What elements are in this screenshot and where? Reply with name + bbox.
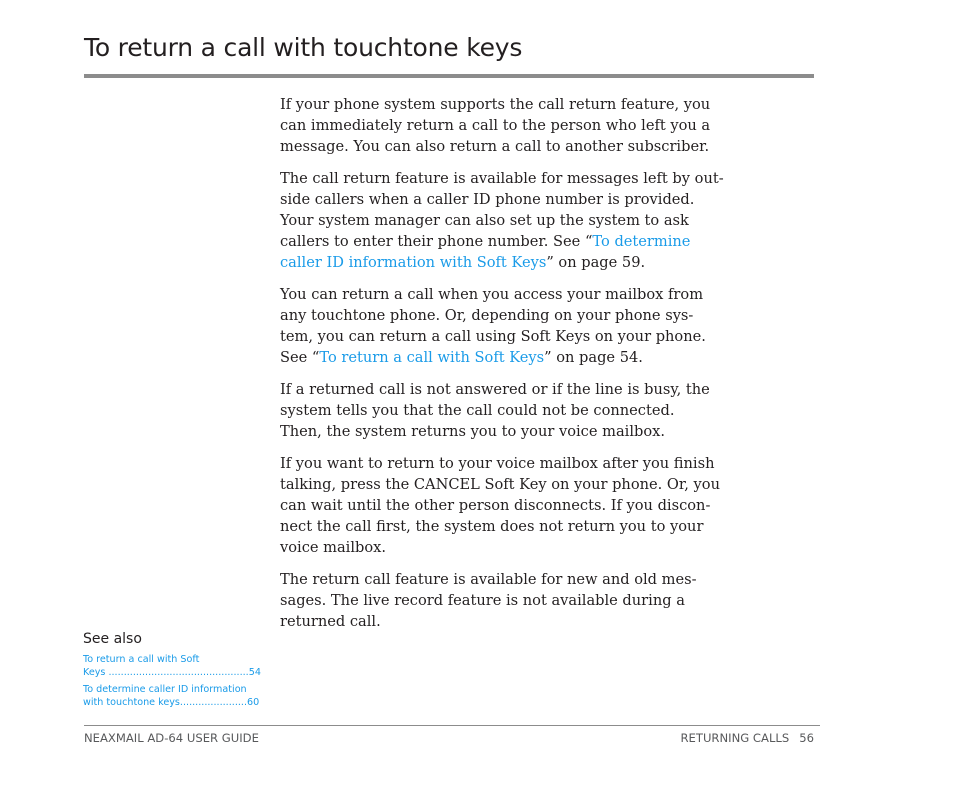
see-also-link-caller-id[interactable] bbox=[83, 683, 283, 709]
text-line: Your system manager can also set up the system to ask bbox=[280, 212, 689, 229]
see-also-link-text: To determine caller ID information bbox=[83, 684, 247, 695]
title-rule bbox=[84, 74, 814, 78]
text-line: ” on page 59. bbox=[546, 254, 646, 271]
text-line: system tells you that the call could not be connected. bbox=[280, 402, 675, 419]
text-line: callers to enter their phone number. See “ bbox=[280, 233, 593, 250]
text-line: If your phone system supports the call return feature, you bbox=[280, 96, 711, 113]
page-number: 56 bbox=[799, 731, 814, 745]
see-also-link-text: To return a call with Soft bbox=[83, 654, 200, 665]
text-line: returned call. bbox=[280, 613, 381, 630]
caller-id-link[interactable]: To determine bbox=[592, 233, 691, 250]
text-line: can wait until the other person disconnects. If you discon- bbox=[280, 497, 711, 514]
text-line: nect the call first, the system does not return you to your bbox=[280, 518, 704, 535]
see-also-link-text: with touchtone keys......................60 bbox=[83, 697, 260, 708]
paragraph-6 bbox=[280, 569, 740, 632]
text-line: sages. The live record feature is not available during a bbox=[280, 592, 685, 609]
footer-section-name: RETURNING CALLS bbox=[680, 731, 790, 745]
page-title: To return a call with touchtone keys bbox=[84, 33, 523, 62]
see-also-link-soft-keys[interactable] bbox=[83, 653, 283, 679]
text-line: voice mailbox. bbox=[280, 539, 387, 556]
text-line: talking, press the CANCEL Soft Key on your phone. Or, you bbox=[280, 476, 720, 493]
text-line: ” on page 54. bbox=[544, 349, 643, 366]
see-also-heading: See also bbox=[83, 631, 142, 647]
text-line: tem, you can return a call using Soft Keys on your phone. bbox=[280, 328, 706, 345]
text-line: can immediately return a call to the person who left you a bbox=[280, 117, 711, 134]
text-line: The return call feature is available for new and old mes- bbox=[280, 571, 697, 588]
text-line: You can return a call when you access your mailbox from bbox=[280, 286, 704, 303]
paragraph-3 bbox=[280, 284, 740, 368]
footer-rule bbox=[84, 725, 820, 726]
paragraph-2 bbox=[280, 168, 740, 273]
text-line: Then, the system returns you to your voice mailbox. bbox=[280, 423, 665, 440]
text-line: The call return feature is available for messages left by out- bbox=[280, 170, 724, 187]
soft-keys-link[interactable]: To return a call with Soft Keys bbox=[319, 349, 545, 366]
body-text bbox=[280, 94, 740, 643]
caller-id-link-cont[interactable]: caller ID information with Soft Keys bbox=[280, 254, 547, 271]
paragraph-4 bbox=[280, 379, 740, 442]
text-line: side callers when a caller ID phone number is provided. bbox=[280, 191, 695, 208]
text-line: message. You can also return a call to another subscriber. bbox=[280, 138, 710, 155]
text-line: If a returned call is not answered or if the line is busy, the bbox=[280, 381, 710, 398]
see-also-list bbox=[83, 653, 283, 713]
paragraph-1 bbox=[280, 94, 740, 157]
text-line: any touchtone phone. Or, depending on your phone sys- bbox=[280, 307, 694, 324]
text-line: See “ bbox=[280, 349, 320, 366]
see-also-link-text: Keys ..............................................54 bbox=[83, 667, 261, 678]
text-line: If you want to return to your voice mailbox after you finish bbox=[280, 455, 715, 472]
footer-section bbox=[680, 730, 814, 746]
paragraph-5 bbox=[280, 453, 740, 558]
footer-guide-title: NEAXMAIL AD-64 USER GUIDE bbox=[84, 731, 259, 745]
